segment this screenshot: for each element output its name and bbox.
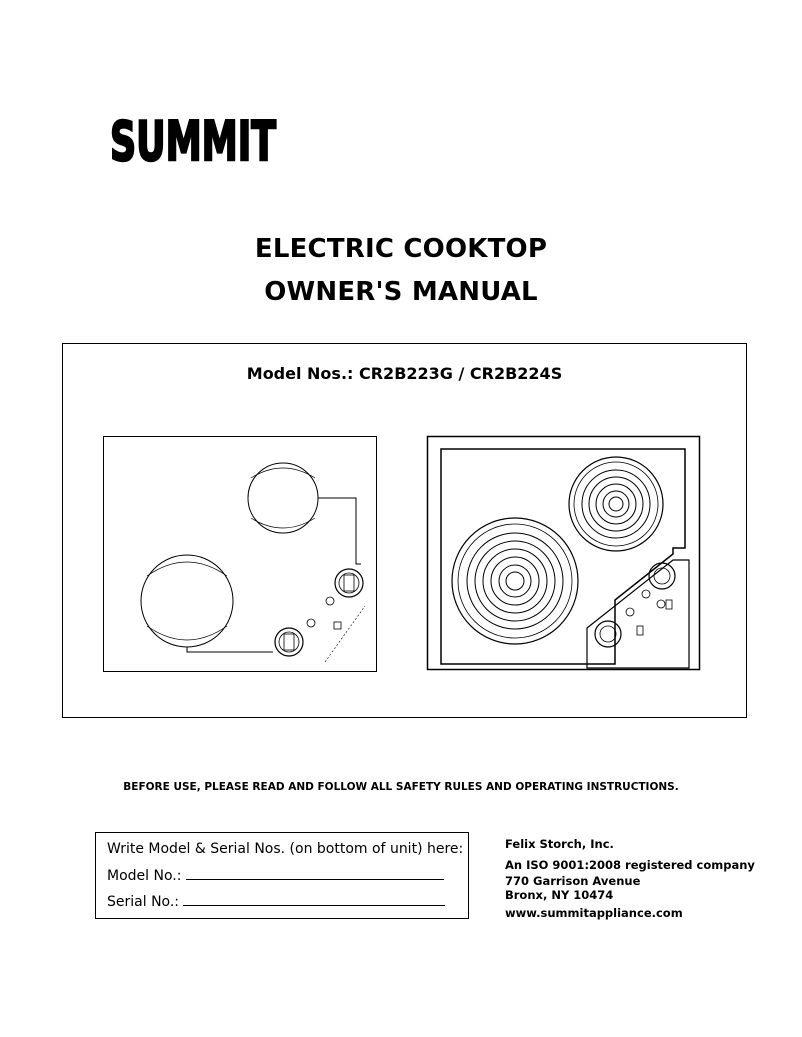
knob-left: [275, 628, 303, 656]
serial-number-label: Serial No.:: [107, 894, 180, 910]
company-street: 770 Garrison Avenue: [505, 874, 641, 888]
company-city: Bronx, NY 10474: [505, 888, 614, 902]
knob-right: [335, 569, 363, 597]
model-number-label: Model No.:: [107, 868, 182, 884]
serial-number-blank: [183, 893, 445, 906]
coil-cooktop-illustration: [427, 436, 702, 673]
logo-text: SUMMIT: [110, 110, 277, 173]
model-numbers: Model Nos.: CR2B223G / CR2B224S: [246, 364, 563, 383]
company-info: [505, 836, 755, 921]
summit-logo: [110, 108, 280, 173]
company-website: www.summitappliance.com: [505, 906, 683, 920]
serial-number-box: [95, 832, 469, 919]
company-iso: An ISO 9001:2008 registered company: [505, 858, 755, 872]
smooth-top-cooktop-illustration: [103, 436, 378, 673]
manual-title-line2: OWNER'S MANUAL: [264, 277, 538, 307]
model-number-blank: [186, 867, 444, 880]
manual-title-line1: ELECTRIC COOKTOP: [254, 234, 548, 264]
serial-box-heading: Write Model & Serial Nos. (on bottom of unit) here:: [107, 841, 464, 857]
model-box: [62, 343, 747, 718]
serial-number-line: [107, 893, 445, 910]
model-number-line: [107, 867, 444, 884]
safety-notice: BEFORE USE, PLEASE READ AND FOLLOW ALL SAFETY RULES AND OPERATING INSTRUCTIONS.: [123, 781, 679, 793]
company-name: Felix Storch, Inc.: [505, 837, 614, 851]
